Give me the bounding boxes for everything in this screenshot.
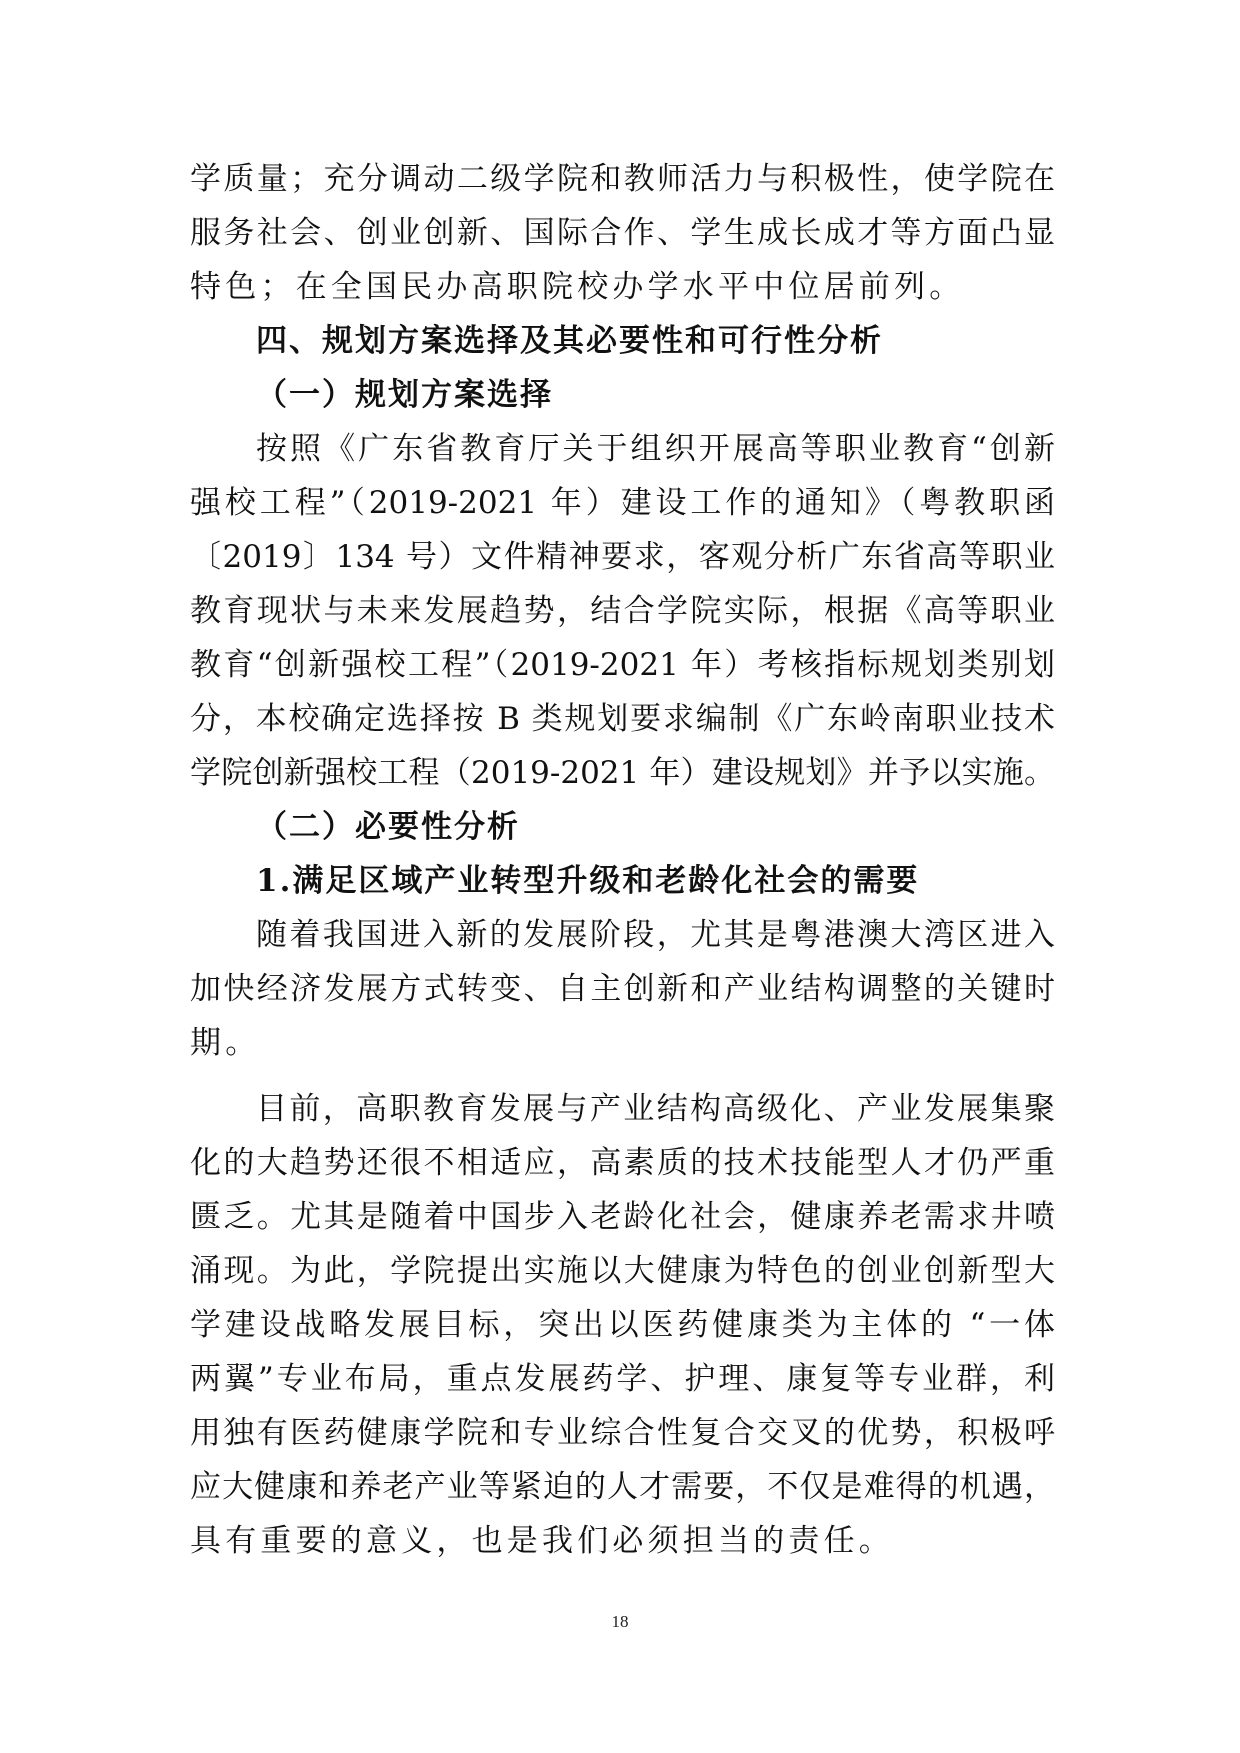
body-line: 按照《广东省教育厅关于组织开展高等职业教育“创新 [256, 431, 1055, 467]
body-line: 特色；在全国民办高职院校办学水平中位居前列。 [190, 269, 965, 305]
body-line: 强校工程”（2019-2021 年）建设工作的通知》（粤教职函 [190, 485, 1055, 521]
body-line: 服务社会、创业创新、国际合作、学生成长成才等方面凸显 [190, 215, 1055, 251]
body-line: 匮乏。尤其是随着中国步入老龄化社会，健康养老需求井喷 [190, 1199, 1055, 1235]
body-line: 随着我国进入新的发展阶段，尤其是粤港澳大湾区进入 [256, 917, 1055, 953]
numbered-heading: 1.满足区域产业转型升级和老龄化社会的需要 [256, 863, 920, 899]
paragraph-gap [190, 1070, 1055, 1082]
body-line: 化的大趋势还很不相适应，高素质的技术技能型人才仍严重 [190, 1145, 1055, 1181]
subsection-heading: （二）必要性分析 [256, 809, 520, 845]
body-line: 目前，高职教育发展与产业结构高级化、产业发展集聚 [256, 1091, 1055, 1127]
body-line: 学质量；充分调动二级学院和教师活力与积极性，使学院在 [190, 161, 1055, 197]
body-line: 具有重要的意义，也是我们必须担当的责任。 [190, 1523, 894, 1559]
body-line: 期。 [190, 1025, 261, 1061]
body-line: 学建设战略发展目标，突出以医药健康类为主体的 “一体 [190, 1307, 1055, 1343]
body-line: 应大健康和养老产业等紧迫的人才需要，不仅是难得的机遇， [190, 1469, 1055, 1505]
body-line: 教育现状与未来发展趋势，结合学院实际，根据《高等职业 [190, 593, 1055, 629]
page-body [190, 152, 1055, 1568]
body-line: 用独有医药健康学院和专业综合性复合交叉的优势，积极呼 [190, 1415, 1055, 1451]
page-number: 18 [611, 1612, 629, 1631]
body-line: 教育“创新强校工程”（2019-2021 年）考核指标规划类别划 [190, 647, 1055, 683]
subsection-heading: （一）规划方案选择 [256, 377, 553, 413]
body-line: 两翼”专业布局，重点发展药学、护理、康复等专业群，利 [190, 1361, 1055, 1397]
section-heading: 四、规划方案选择及其必要性和可行性分析 [256, 323, 883, 359]
body-line: 学院创新强校工程（2019-2021 年）建设规划》并予以实施。 [190, 755, 1055, 791]
body-line: 加快经济发展方式转变、自主创新和产业结构调整的关键时 [190, 971, 1055, 1007]
body-line: 〔2019〕134 号）文件精神要求，客观分析广东省高等职业 [190, 539, 1055, 575]
body-line: 分，本校确定选择按 B 类规划要求编制《广东岭南职业技术 [190, 701, 1055, 737]
body-line: 涌现。为此，学院提出实施以大健康为特色的创业创新型大 [190, 1253, 1055, 1289]
